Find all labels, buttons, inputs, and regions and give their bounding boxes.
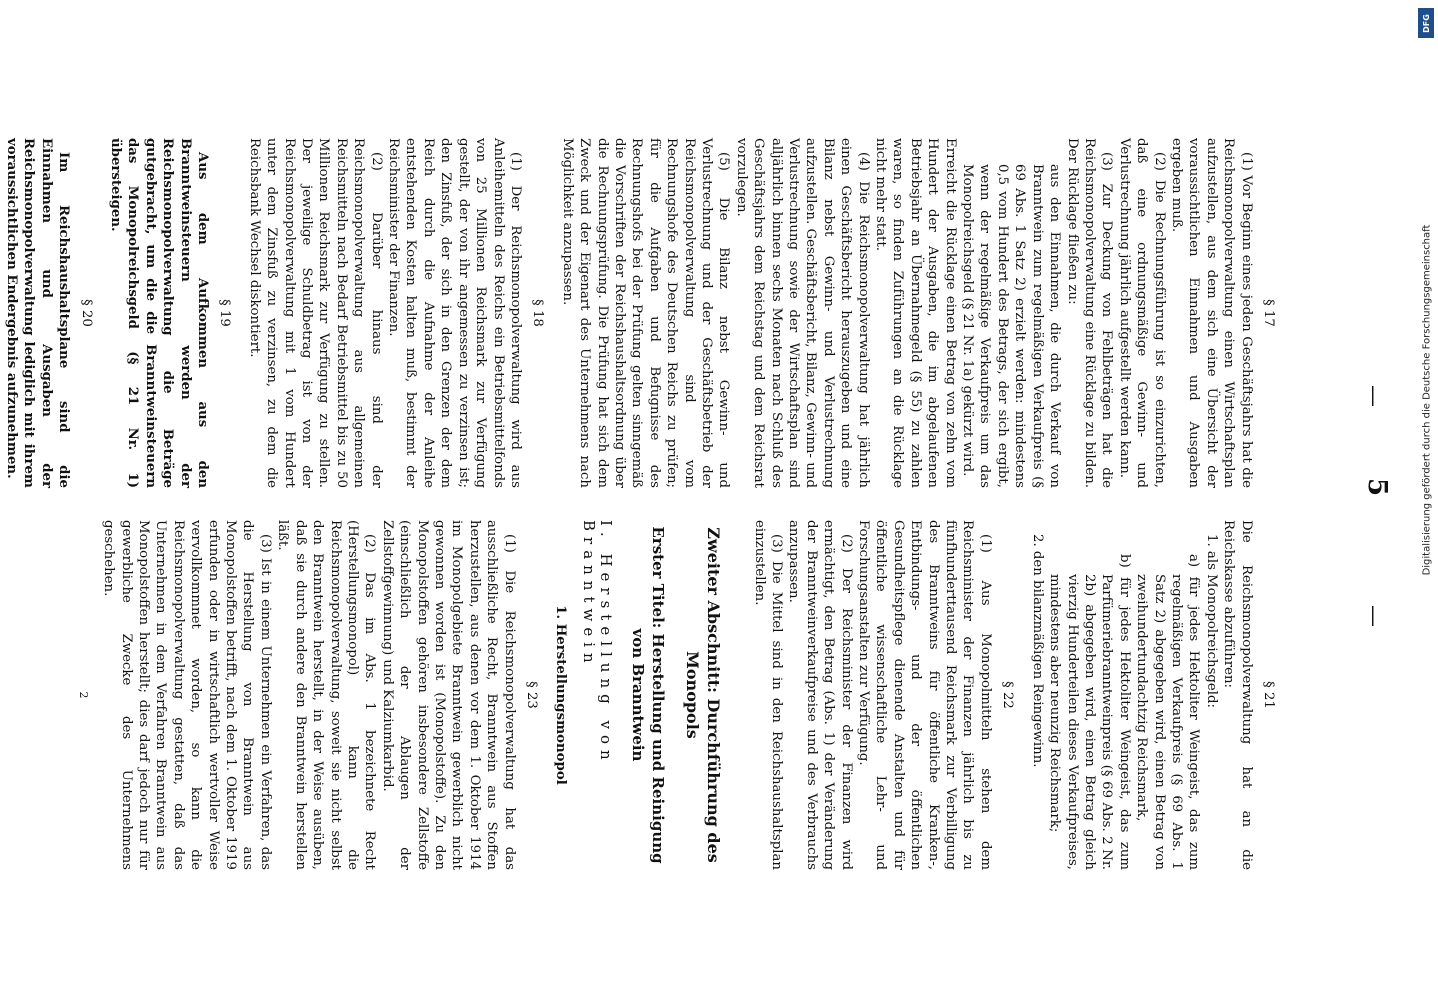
page-number: 5 (1362, 478, 1392, 497)
s20-para-1: Im Reichshaushaltsplane sind die Einnahmen und Ausgaben der Reichsmonopolverwaltung lediglich mit ihrem voraussichtlichen Endergebnis aufzunehmen. (3, 138, 72, 488)
section-19-title: § 19 (217, 299, 233, 327)
s17-para-3: (3) Zur Deckung von Fehlbeträgen hat die Reichsmonopolverwaltung eine Rücklage zu bilden. Der Rücklage fließen zu: (1064, 138, 1115, 488)
s17-para-3b: Erreicht die Rücklage einen Betrag von zehn vom Hundert der Ausgaben, die im abgelaufenen Betriebsjahr an Übernahmegeld (§ 55) zu zahlen waren, so finden Zuführungen an die Rücklage nicht mehr statt. (873, 138, 958, 488)
heading-herstellung: I. Herstellung von Branntwein (579, 520, 616, 766)
s23-para-2: (2) Das im Abs. 1 bezeichnete Recht (Herstellungsmonopol) kann die Reichsmonopolverwaltung, soweit sie nicht selbst den Branntwein herstellt, in der Weise ausüben, daß sie durch andere den Branntwein herstellen läßt. (275, 520, 378, 870)
left-column (3, 138, 1289, 488)
section-17-title: § 17 (1261, 299, 1276, 327)
s21-item-1a: a) für jedes Hektoliter Weingeist, das zum regelmäßigen Verkaufpreis (§ 69 Abs. 1 Satz 2) abgegeben wird, einen Betrag von zweihundertundachtzig Reichsmark, (1134, 554, 1202, 870)
s21-item-1: 1. als Monopolreichsgeld: (1203, 534, 1219, 709)
s19-para-1: Aus dem Aufkommen aus den Branntweinsteuern werden der Reichsmonopolverwaltung die Beträge gutgebracht, um die die Branntweinsteuern das Monopolreichsgeld (§ 21 Nr. 1) übersteigen. (108, 138, 211, 488)
page-header (1352, 135, 1392, 865)
dfg-watermark (1416, 0, 1438, 1000)
s21-para-1: Die Reichsmonopolverwaltung hat an die Reichskasse abzuführen: (1221, 520, 1254, 870)
s18-para-2: (2) Darüber hinaus sind der Reichsmonopolverwaltung aus allgemeinen Reichsmitteln nach Bedarf Betriebsmittel bis zu 50 Millionen Reichsmark zur Verfügung zu stellen. Der jeweilige Schuldbetrag ist von der Reichsmonopolverwaltung mit 1 vom Hundert unter dem Zinsfuß zu verzinsen, zu dem die Reichsbank Wechsel diskontiert. (246, 138, 384, 488)
s21-item-1b: b) für jedes Hektoliter Weingeist, das zum Parfümeriebranntweinpreis (§ 69 Abs. 2 Nr. 2b) abgegeben wird, einen Betrag gleich vierzig Hunderteilen dieses Verkaufpreises, mindestens aber neunzig Reichsmark; (1047, 554, 1132, 870)
heading-titel: Erster Titel: Herstellung und Reinigung von Branntwein (629, 526, 668, 864)
s17-para-3a: aus den Einnahmen, die durch Verkauf von Branntwein zum regelmäßigen Verkaufpreis (§ 69 Abs. 1 Satz 2) erzielt werden: mindestens 0,5 vom Hundert des Betrags, der sich ergibt, wenn der regelmäßige Verkaufpreis um das Monopolreichsgeld (§ 21 Nr. 1a) gekürzt wird. (960, 164, 1063, 488)
right-column (76, 520, 1289, 870)
s17-para-4: (4) Die Reichsmonopolverwaltung hat jährlich einen Geschäftsbericht herauszugeben und eine Bilanz nebst Gewinn- und Verlustrechnung aufzustellen. Geschäftsbericht, Bilanz, Gewinn- und Verlustrechnung sowie der Wirtschaftsplan sind alljährlich binnen sechs Monaten nach Schluß des Geschäftsjahrs dem Reichstag und dem Reichsrat vorzulegen. (733, 138, 871, 488)
dfg-credit-text: Digitalisierung gefördert durch die Deutsche Forschungsgemeinschaft (1421, 224, 1433, 576)
s18-para-1: (1) Der Reichsmonopolverwaltung wird aus Anleihemitteln des Reichs ein Betriebsmittelfonds von 25 Millionen Reichsmark zur Verfügung gestellt, der von ihr angemessen zu verzinsen ist; den Zinsfuß, der sich in den Grenzen der dem Reich durch die Aufnahme der Anleihe entstehenden Kosten halten muß, bestimmt der Reichsminister der Finanzen. (386, 138, 523, 488)
s22-para-3: (3) Die Mittel sind in den Reichshaushaltsplan einzustellen. (751, 520, 785, 870)
section-21-title: § 21 (1261, 681, 1276, 709)
s23-para-1: (1) Die Reichsmonopolverwaltung hat das ausschließliche Recht, Branntwein aus Stoffen herzustellen, aus denen vor dem 1. Oktober 1914 im Monopolgebiete Branntwein gewerblich nicht gewonnen worden ist (Monopolstoffe). Zu den Monopolstoffen gehören insbesondere Zellstoffe (einschließlich der Ablaugen der Zellstoffgewinnung) und Kalziumkarbid. (379, 520, 517, 870)
header-dash-left: — (1361, 385, 1386, 407)
heading-herstellungsmonopol: 1. Herstellungsmonopol (553, 605, 569, 785)
s17-para-5: (5) Die Bilanz nebst Gewinn- und Verlustrechnung und der Geschäftsbetrieb der Reichsmonopolverwaltung sind vom Rechnungshofe des Deutschen Reichs zu prüfen; für die Aufgaben und Befugnisse des Rechnungshofs bei der Prüfung gelten sinngemäß die Vorschriften der Reichshaushaltsordnung über die Rechnungsprüfung. Die Prüfung hat sich dem Zweck und der Eigenart des Unternehmens nach Möglichkeit anzupassen. (559, 138, 732, 488)
s17-para-2: (2) Die Rechnungsführung ist so einzurichten, daß eine ordnungsmäßige Gewinn- und Verlustrechnung jährlich aufgestellt werden kann. (1116, 138, 1167, 488)
s22-para-1: (1) Aus Monopolmitteln stehen dem Reichsminister der Finanzen jährlich bis zu fünfhunderttausend Reichsmark zur Verbilligung des Branntweins für öffentliche Kranken-, Entbindungs- und der öffentlichen Gesundheitspflege dienende Anstalten und für öffentliche wissenschaftliche Lehr- und Forschungsanstalten zur Verfügung. (856, 520, 993, 870)
s23-para-3: (3) Ist in einem Unternehmen ein Verfahren, das die Herstellung von Branntwein aus Monopolstoffen betrifft, nach dem 1. Oktober 1919 erfunden oder in wirtschaftlich wertvoller Weise vervollkommnet worden, so kann die Reichsmonopolverwaltung gestatten, daß das Unternehmen in dem Verfahren Branntwein aus Monopolstoffen herstellt; dies darf jedoch nur für gewerbliche Zwecke des Unternehmens geschehen. (101, 520, 273, 870)
dfg-logo-icon: DFG (1418, 8, 1434, 38)
footnote-number: 2 (76, 691, 90, 699)
section-20-title: § 20 (78, 299, 94, 327)
s21-item-2: 2. den bilanzmäßigen Reingewinn. (1029, 534, 1045, 768)
s22-para-2: (2) Der Reichsminister der Finanzen wird ermächtigt, den Betrag (Abs. 1) der Veränderung der Branntweinverkaufpreise und des Verbrauchs anzupassen. (786, 520, 854, 870)
header-dash-right: — (1361, 605, 1386, 627)
s17-para-1: (1) Vor Beginn eines jeden Geschäftsjahrs hat die Reichsmonopolverwaltung einen Wirtschaftsplan aufzustellen, aus dem sich eine Übersicht der voraussichtlichen Einnahmen und Ausgaben ergeben muß. (1168, 138, 1254, 488)
section-18-title: § 18 (530, 299, 546, 327)
section-22-title: § 22 (1000, 681, 1016, 709)
section-23-title: § 23 (524, 681, 539, 709)
heading-abschnitt: Zweiter Abschnitt: Durchführung des Monopols (683, 527, 724, 863)
